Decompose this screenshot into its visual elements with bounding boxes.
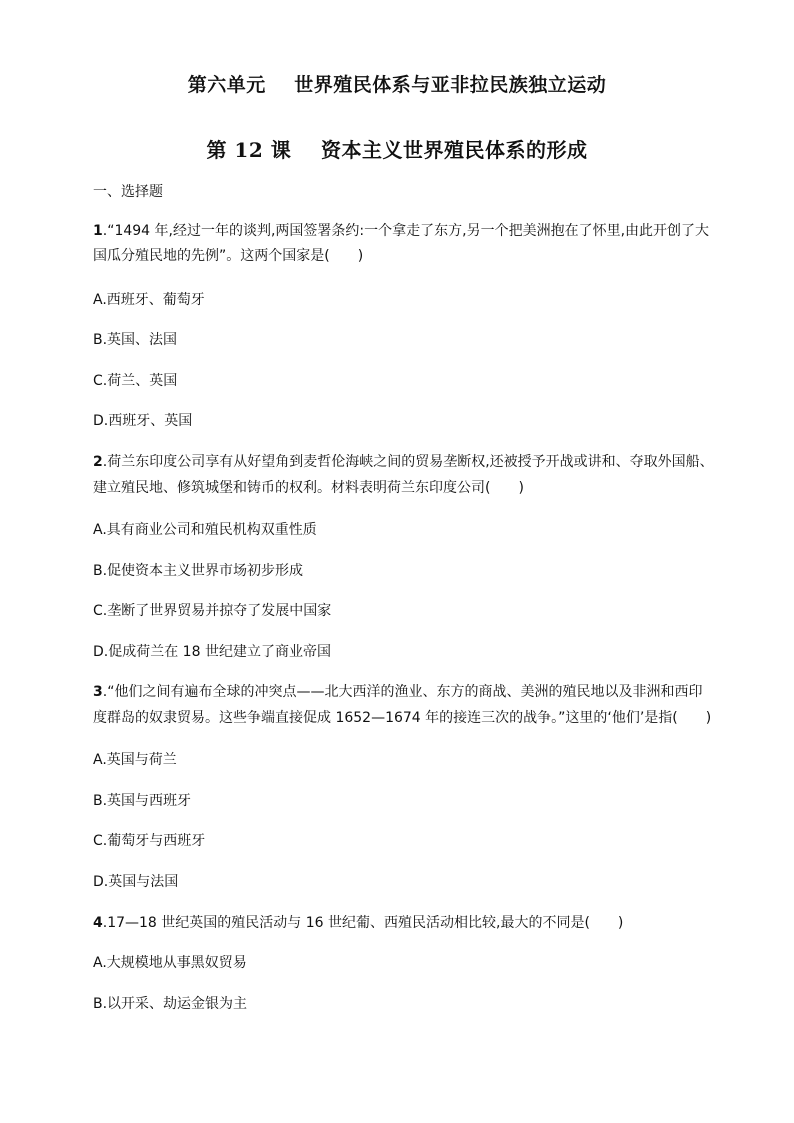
question-3-option-c: C.葡萄牙与西班牙 bbox=[93, 833, 206, 849]
question-3-option-d: D.英国与法国 bbox=[93, 874, 179, 890]
section-heading: 一、选择题 bbox=[93, 184, 163, 200]
question-1-option-a: A.西班牙、葡萄牙 bbox=[93, 292, 205, 308]
question-4-option-a: A.大规模地从事黑奴贸易 bbox=[93, 955, 247, 971]
question-1-option-c: C.荷兰、英国 bbox=[93, 373, 178, 389]
question-4-option-b: B.以开采、劫运金银为主 bbox=[93, 996, 248, 1012]
question-2-option-d: D.促成荷兰在 18 世纪建立了商业帝国 bbox=[93, 644, 331, 660]
question-3-number: 3 bbox=[93, 684, 103, 700]
question-3-option-a: A.英国与荷兰 bbox=[93, 752, 177, 768]
question-4-line-1: 4.17—18 世纪英国的殖民活动与 16 世纪葡、西殖民活动相比较,最大的不同是( ) bbox=[93, 915, 624, 931]
question-2-option-b: B.促使资本主义世界市场初步形成 bbox=[93, 563, 304, 579]
question-4-number: 4 bbox=[93, 915, 103, 931]
lesson-title: 第 12 课 资本主义世界殖民体系的形成 bbox=[206, 138, 588, 162]
question-1-number: 1 bbox=[93, 223, 103, 239]
question-1-line-1: 1.“1494 年,经过一年的谈判,两国签署条约:一个拿走了东方,另一个把美洲抱在了怀里,由此开创了大 bbox=[93, 223, 710, 239]
question-3-line-2: 度群岛的奴隶贸易。这些争端直接促成 1652—1674 年的接连三次的战争。”这里的‘他们’是指( ) bbox=[93, 710, 712, 726]
unit-title: 第六单元 世界殖民体系与亚非拉民族独立运动 bbox=[187, 74, 607, 96]
question-1-line-2: 国瓜分殖民地的先例”。这两个国家是( ) bbox=[93, 248, 364, 264]
question-1-option-d: D.西班牙、英国 bbox=[93, 413, 193, 429]
question-2-option-c: C.垄断了世界贸易并掠夺了发展中国家 bbox=[93, 603, 332, 619]
question-1-option-b: B.英国、法国 bbox=[93, 332, 178, 348]
question-3-line-1: 3.“他们之间有遍布全球的冲突点——北大西洋的渔业、东方的商战、美洲的殖民地以及非洲和西印 bbox=[93, 684, 703, 700]
question-2-option-a: A.具有商业公司和殖民机构双重性质 bbox=[93, 522, 317, 538]
question-2-line-1: 2.荷兰东印度公司享有从好望角到麦哲伦海峡之间的贸易垄断权,还被授予开战或讲和、夺取外国船、 bbox=[93, 454, 714, 470]
question-2-number: 2 bbox=[93, 454, 103, 470]
question-3-option-b: B.英国与西班牙 bbox=[93, 793, 192, 809]
question-2-line-2: 建立殖民地、修筑城堡和铸币的权利。材料表明荷兰东印度公司( ) bbox=[93, 480, 524, 496]
